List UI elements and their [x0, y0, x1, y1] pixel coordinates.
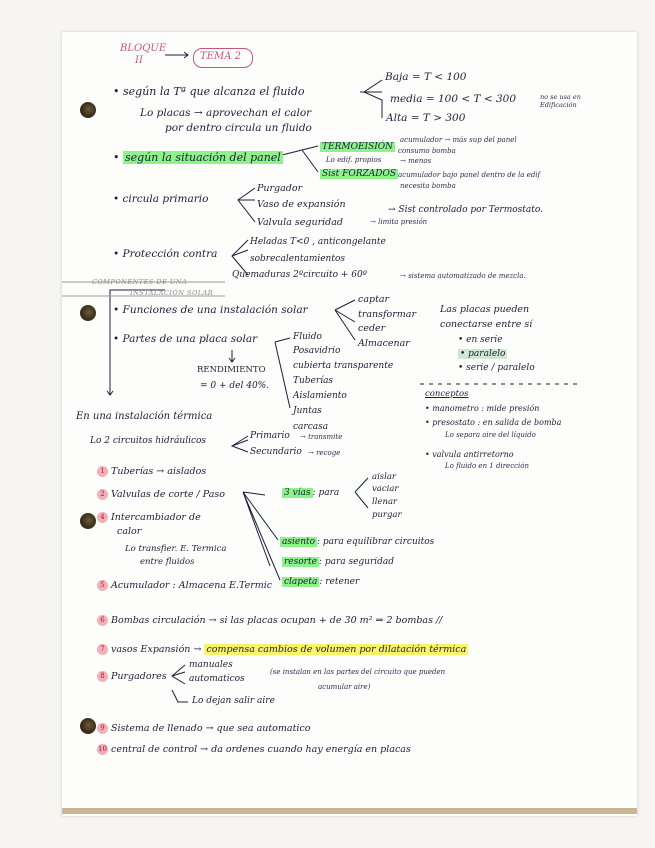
binder-hole	[80, 102, 96, 118]
valvula-3vias-vaciar: vaciar	[372, 484, 399, 494]
s5-captar: captar	[358, 294, 390, 305]
s7-title: En una instalación térmica	[76, 411, 213, 422]
edification-note: no se usa en Edificación	[540, 93, 581, 110]
s3-item-valvula-note: → limita presión	[370, 218, 428, 226]
placas-conexion-1: Las placas pueden	[440, 304, 530, 315]
s7-secundario: Secundario	[250, 447, 302, 457]
s2-title: • según la situación del panel	[113, 151, 281, 164]
list-item-bombas: 6 Bombas circulación → si las placas ocupan + de 30 m² ⇒ 2 bombas //	[97, 615, 442, 626]
conexion-serie-paralelo: • serie / paralelo	[458, 363, 535, 373]
purgadores-aire: Lo dejan salir aire	[192, 696, 275, 706]
list-item-llenado: 9 Sistema de llenado → que sea automatico	[97, 723, 310, 734]
valvula-3vias-llenar: llenar	[372, 497, 398, 507]
parte-cubierta: cubierta transparente	[293, 361, 394, 371]
binder-hole	[80, 718, 96, 734]
valvula-resorte: resorte : para seguridad	[284, 557, 395, 567]
s3-item-valvula: Valvula seguridad	[257, 217, 344, 228]
termo-note-2: consumo bomba	[398, 147, 456, 155]
list-item-central-control: 10 central de control → da ordenes cuando hay energía en placas	[98, 744, 411, 755]
banner-line-1: COMPONENTES DE UNA	[92, 278, 188, 286]
s7-primario-note: → transmite	[300, 433, 343, 441]
conexion-serie: • en serie	[458, 335, 503, 345]
temp-medium: media = 100 < T < 300	[390, 93, 517, 105]
s4-heladas: Heladas T<0 , anticongelante	[250, 237, 386, 247]
conceptos-title: conceptos	[425, 389, 469, 399]
banner-line-2: INSTALACIÓN SOLAR	[130, 289, 214, 297]
rendimiento-label: RENDIMIENTO	[197, 365, 266, 375]
purgadores-note-2: acumular aire)	[318, 683, 371, 691]
purgadores-automaticos: automaticos	[189, 674, 245, 684]
rendimiento-value: = 0 + del 40%.	[200, 381, 270, 391]
temp-low: Baja = T < 100	[385, 71, 467, 83]
s4-sobrecalentamientos: sobrecalentamientos	[250, 254, 346, 264]
s1-title: • según la Tª que alcanza el fluido	[113, 85, 305, 98]
parte-aislamiento: Aislamiento	[293, 391, 347, 401]
valvula-3vias-aislar: aislar	[372, 472, 396, 482]
placas-fluid: por dentro circula un fluido	[165, 122, 312, 134]
s5-almacenar: Almacenar	[358, 338, 410, 349]
concepto-antirretorno-sub: Lo fluido en 1 dirección	[445, 462, 529, 470]
binder-hole	[80, 513, 96, 529]
s5-ceder: ceder	[358, 323, 386, 334]
conexion-paralelo: • paralelo	[460, 349, 506, 359]
termo-note-3: → menos	[400, 157, 432, 165]
concepto-antirretorno: • valvula antirretorno	[425, 450, 514, 459]
intercambiador-desc-2: entre fluidos	[140, 557, 195, 567]
s5-title: • Funciones de una instalación solar	[113, 304, 308, 316]
placas-line: Lo placas → aprovechan el calor	[140, 107, 312, 119]
purgadores-manuales: manuales	[189, 660, 233, 670]
parte-carcasa: carcasa	[293, 422, 329, 432]
list-item-vasos: 7 vasos Expansión → compensa cambios de volumen por dilatación térmica	[97, 644, 468, 655]
concepto-presostato-sub: Lo separa aire del líquido	[445, 431, 536, 439]
valvula-clapeta: clapeta : retener	[284, 577, 360, 587]
intercambiador-desc-1: Lo transfier. E. Termica	[125, 544, 227, 554]
s3-title: • circula primario	[113, 193, 209, 205]
termosifon-label: TERMOEISIÓN	[322, 142, 394, 152]
valvula-3vias-purgar: purgar	[372, 510, 402, 520]
parte-fluido: Fluido	[293, 332, 322, 342]
list-item-tuberias: 1 Tuberías → aislados	[97, 466, 206, 477]
valvula-3vias: 3 vías : para	[284, 488, 340, 498]
s3-item-purgador: Purgador	[257, 183, 303, 194]
bloque-number: II	[135, 55, 143, 66]
s3-item-vaso: Vaso de expansión	[257, 199, 346, 210]
s4-title: • Protección contra	[113, 248, 218, 260]
intercambiador-calor: calor	[117, 526, 142, 537]
termo-sub: Lo edif. propios	[326, 156, 382, 164]
list-item-valvulas: 2 Valvulas de corte / Paso	[97, 489, 225, 500]
valvula-asiento: asiento : para equilibrar circuitos	[282, 537, 435, 547]
list-item-acumulador: 5 Acumulador : Almacena E.Termic	[97, 580, 272, 591]
parte-juntas: Juntas	[293, 406, 322, 416]
list-item-intercambiador: 4 Intercambiador de	[97, 512, 201, 523]
forzado-note-1: acumulador bajo panel dentro de la edif	[398, 171, 541, 179]
s4-mezcla: → sistema automatizado de mezcla.	[400, 272, 526, 280]
list-item-purgadores: 8 Purgadores	[97, 671, 167, 682]
placas-conexion-2: conectarse entre sí	[440, 319, 533, 330]
s7-secundario-note: → recoge	[308, 449, 341, 457]
s5-transformar: transformar	[358, 309, 417, 320]
termo-note-1: acumulador → más sup del panel	[400, 136, 517, 144]
s6-title: • Partes de una placa solar	[113, 333, 258, 345]
parte-posavidrio: Posavidrio	[293, 346, 341, 356]
binder-hole	[80, 305, 96, 321]
bloque-label: BLOQUE	[120, 43, 167, 54]
s3-termostato: → Sist controlado por Termostato.	[388, 205, 543, 215]
page-edge	[62, 808, 637, 814]
purgadores-note-1: (se instalan en las partes del circuito que pueden	[270, 668, 446, 676]
s4-quemaduras: Quemaduras 2ºcircuito + 60º	[232, 270, 367, 280]
tema-label: TEMA 2	[200, 51, 241, 62]
forzado-label: Sist FORZADOS	[322, 169, 397, 179]
forzado-note-2: necesita bomba	[400, 182, 456, 190]
concepto-presostato: • presostato : en salida de bomba	[425, 418, 562, 427]
concepto-manometro: • manometro : mide presión	[425, 404, 540, 413]
s7-circuitos: Lo 2 circuitos hidráulicos	[90, 436, 207, 446]
parte-tuberias: Tuberías	[293, 376, 334, 386]
s7-primario: Primario	[250, 431, 290, 441]
temp-high: Alta = T > 300	[386, 112, 466, 124]
